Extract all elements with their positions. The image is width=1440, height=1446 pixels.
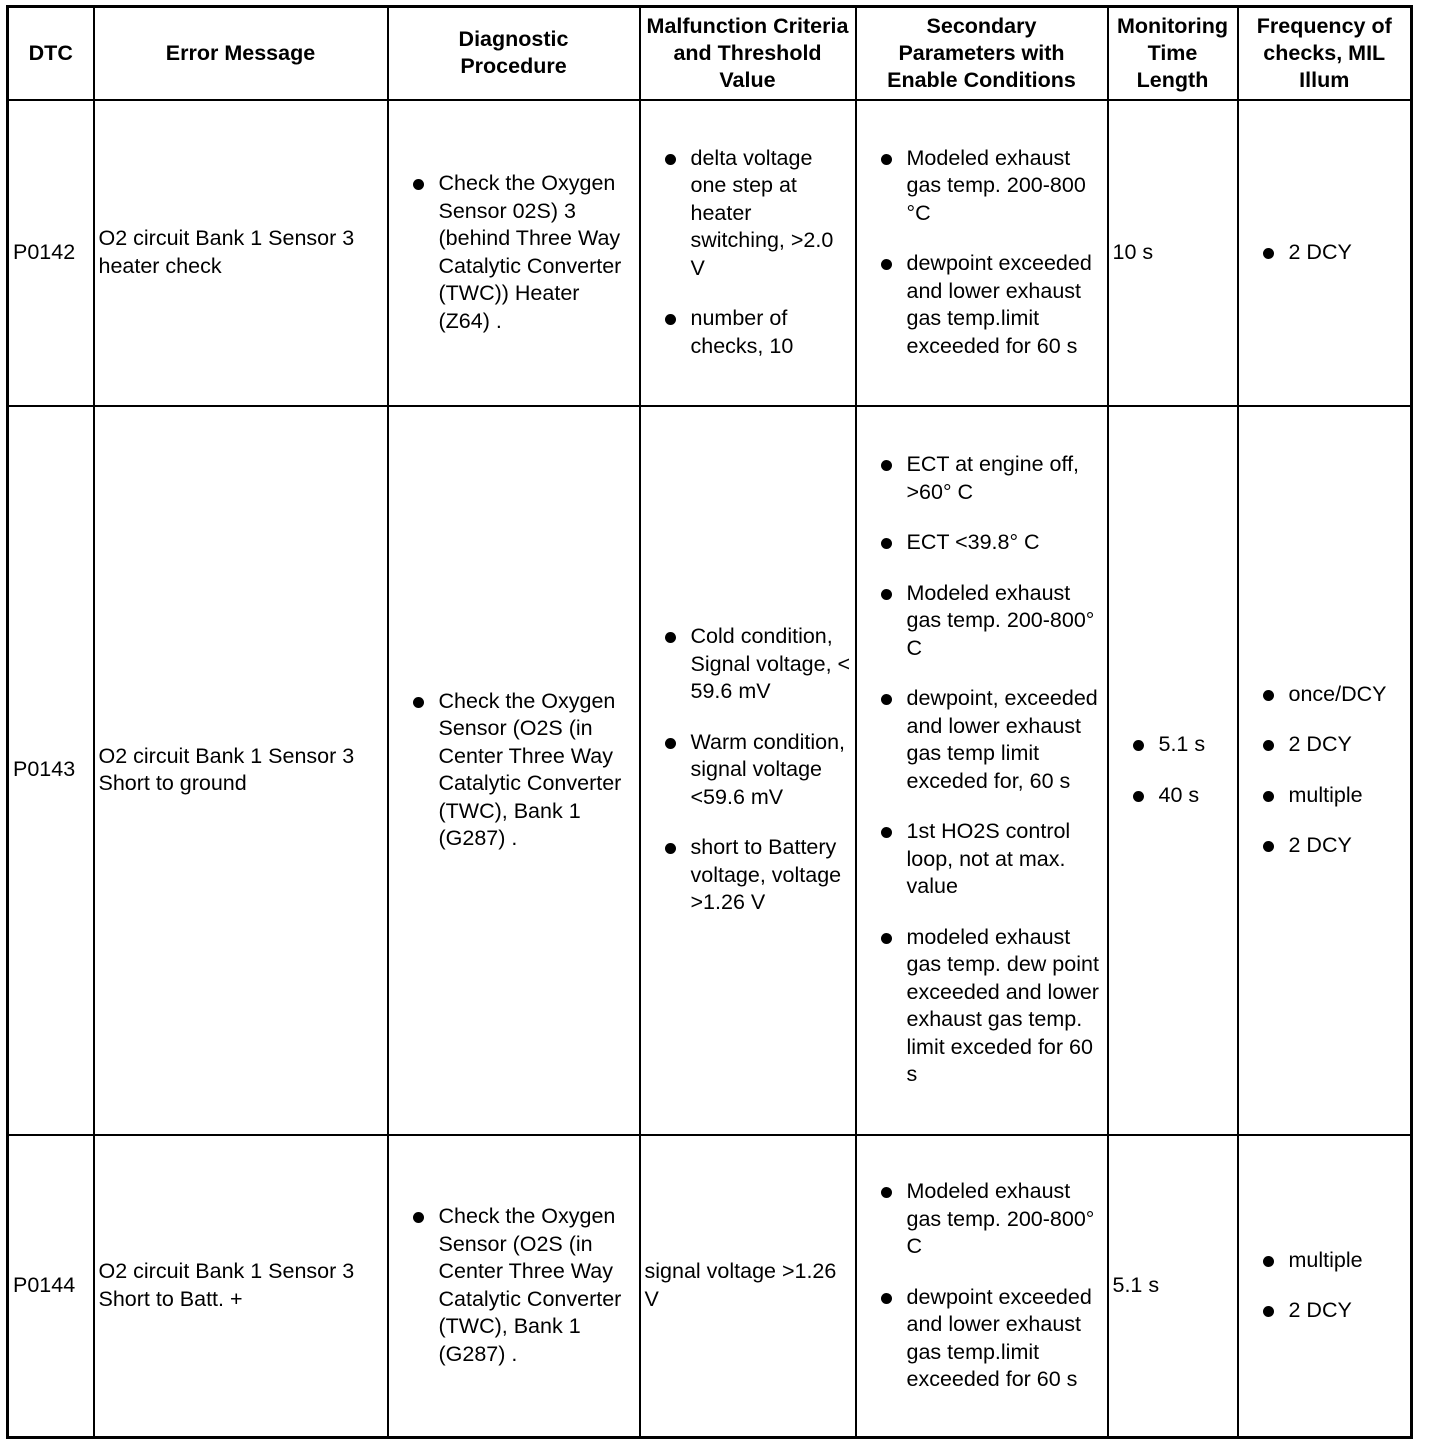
frequency (1238, 1135, 1412, 1438)
list-item: 2 DCY (1243, 239, 1407, 267)
bullet-icon (665, 843, 676, 854)
monitoring-time: 10 s (1108, 100, 1238, 406)
error-message: O2 circuit Bank 1 Sensor 3 heater check (94, 100, 388, 406)
dtc-code: P0142 (8, 100, 94, 406)
bullet-icon (413, 697, 424, 708)
bullet-icon (881, 1293, 892, 1304)
bullet-icon (413, 179, 424, 190)
error-message: O2 circuit Bank 1 Sensor 3 Short to ground (94, 406, 388, 1135)
header-monitoring-time: Monitoring Time Length (1108, 7, 1238, 100)
table-row (8, 100, 1412, 406)
list-item: ECT at engine off, >60° C (861, 451, 1103, 506)
list-item: Check the Oxygen Sensor 02S) 3 (behind Three Way Catalytic Converter (TWC)) Heater (Z64) . (393, 170, 635, 335)
bullet-icon (665, 314, 676, 325)
secondary-parameters (856, 100, 1108, 406)
malfunction-criteria (640, 100, 856, 406)
list-item: dewpoint exceeded and lower exhaust gas temp.limit exceeded for 60 s (861, 1284, 1103, 1394)
list-item: 5.1 s (1113, 731, 1233, 759)
list-item: delta voltage one step at heater switching, >2.0 V (645, 145, 851, 283)
list-item: Modeled exhaust gas temp. 200-800 °C (861, 145, 1103, 228)
header-secondary-parameters: Secondary Parameters with Enable Conditions (856, 7, 1108, 100)
malfunction-criteria (640, 406, 856, 1135)
list-item: 40 s (1113, 782, 1233, 810)
bullet-icon (1133, 740, 1144, 751)
bullet-icon (881, 259, 892, 270)
bullet-icon (881, 154, 892, 165)
bullet-icon (1263, 1256, 1274, 1267)
bullet-icon (1133, 791, 1144, 802)
diagnostic-procedure (388, 1135, 640, 1438)
secondary-parameters (856, 1135, 1108, 1438)
list-item: multiple (1243, 1247, 1407, 1275)
list-item: dewpoint exceeded and lower exhaust gas temp.limit exceeded for 60 s (861, 250, 1103, 360)
list-item: short to Battery voltage, voltage >1.26 V (645, 834, 851, 917)
list-item: Check the Oxygen Sensor (O2S (in Center Three Way Catalytic Converter (TWC), Bank 1 (G287) . (393, 688, 635, 853)
list-item: dewpoint, exceeded and lower exhaust gas temp limit exceded for, 60 s (861, 685, 1103, 795)
bullet-icon (881, 538, 892, 549)
monitoring-time (1108, 406, 1238, 1135)
list-item: number of checks, 10 (645, 305, 851, 360)
frequency (1238, 100, 1412, 406)
monitoring-time: 5.1 s (1108, 1135, 1238, 1438)
list-item: once/DCY (1243, 681, 1407, 709)
header-error-message: Error Message (94, 7, 388, 100)
dtc-code: P0144 (8, 1135, 94, 1438)
header-diagnostic-procedure: Diagnostic Procedure (388, 7, 640, 100)
list-item: 2 DCY (1243, 731, 1407, 759)
error-message: O2 circuit Bank 1 Sensor 3 Short to Batt. + (94, 1135, 388, 1438)
list-item: Warm condition, signal voltage <59.6 mV (645, 729, 851, 812)
bullet-icon (1263, 248, 1274, 259)
bullet-icon (881, 827, 892, 838)
header-dtc: DTC (8, 7, 94, 100)
bullet-icon (881, 933, 892, 944)
bullet-icon (665, 154, 676, 165)
bullet-icon (413, 1212, 424, 1223)
list-item: Check the Oxygen Sensor (O2S (in Center Three Way Catalytic Converter (TWC), Bank 1 (G287) . (393, 1203, 635, 1368)
bullet-icon (665, 738, 676, 749)
list-item: ECT <39.8° C (861, 529, 1103, 557)
list-item: Modeled exhaust gas temp. 200-800° C (861, 580, 1103, 663)
diagnostic-procedure (388, 406, 640, 1135)
header-frequency: Frequency of checks, MIL Illum (1238, 7, 1412, 100)
diagnostic-procedure (388, 100, 640, 406)
secondary-parameters (856, 406, 1108, 1135)
header-row (8, 7, 1412, 100)
bullet-icon (1263, 690, 1274, 701)
list-item: Modeled exhaust gas temp. 200-800° C (861, 1178, 1103, 1261)
dtc-table (6, 5, 1413, 1439)
frequency (1238, 406, 1412, 1135)
bullet-icon (881, 589, 892, 600)
list-item: 2 DCY (1243, 832, 1407, 860)
table-row (8, 406, 1412, 1135)
list-item: multiple (1243, 782, 1407, 810)
bullet-icon (1263, 841, 1274, 852)
list-item: 1st HO2S control loop, not at max. value (861, 818, 1103, 901)
header-malfunction-criteria: Malfunction Criteria and Threshold Value (640, 7, 856, 100)
bullet-icon (1263, 740, 1274, 751)
list-item: Cold condition, Signal voltage, < 59.6 mV (645, 623, 851, 706)
bullet-icon (1263, 791, 1274, 802)
bullet-icon (1263, 1306, 1274, 1317)
list-item: 2 DCY (1243, 1297, 1407, 1325)
malfunction-criteria: signal voltage >1.26 V (640, 1135, 856, 1438)
bullet-icon (665, 632, 676, 643)
dtc-code: P0143 (8, 406, 94, 1135)
bullet-icon (881, 1187, 892, 1198)
bullet-icon (881, 460, 892, 471)
bullet-icon (881, 694, 892, 705)
table-row (8, 1135, 1412, 1438)
list-item: modeled exhaust gas temp. dew point exceeded and lower exhaust gas temp. limit exceded for 60 s (861, 924, 1103, 1089)
